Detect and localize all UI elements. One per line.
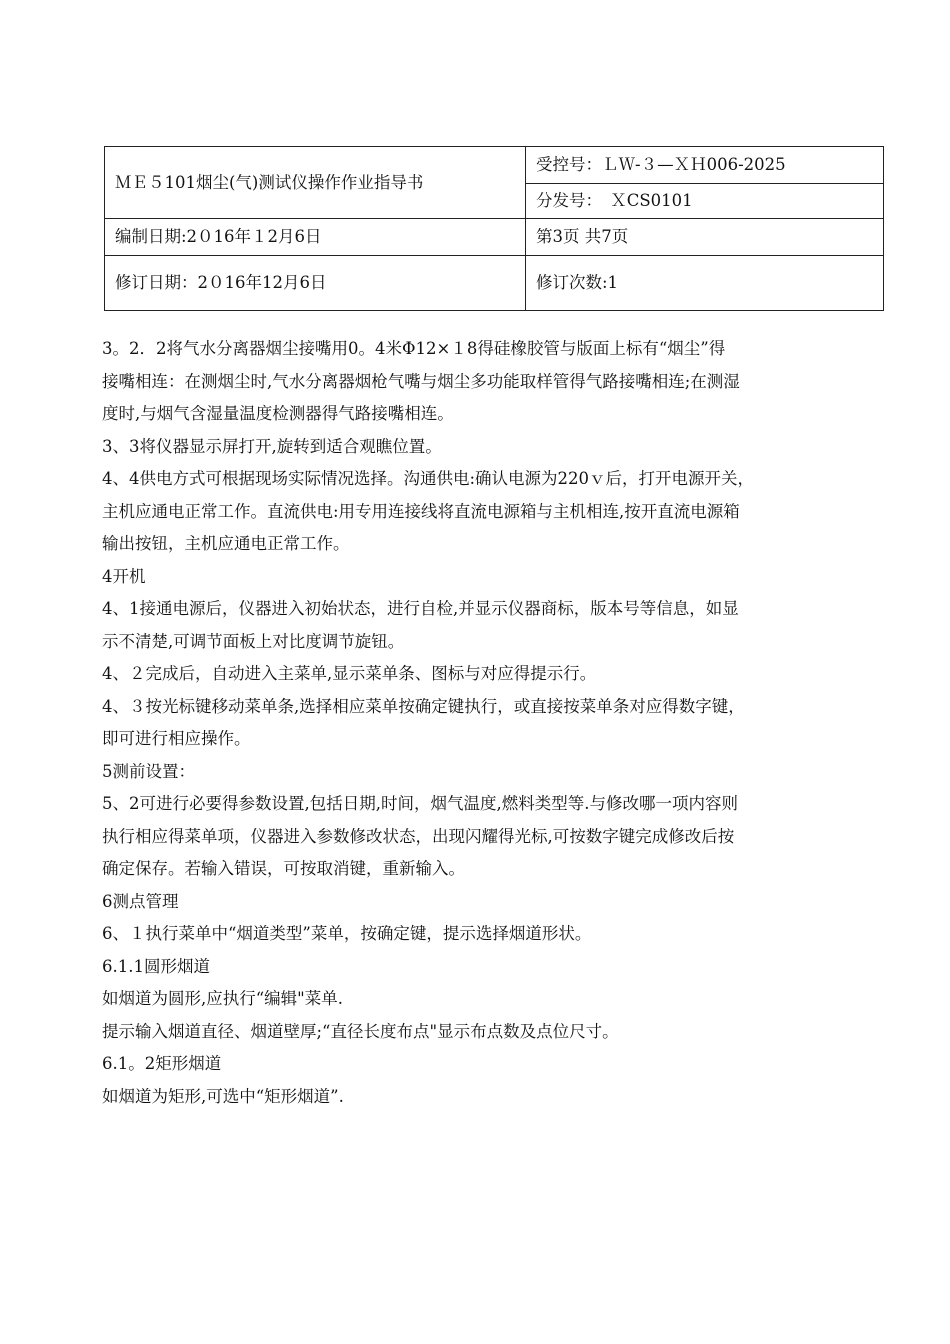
body-line: 5、2可进行必要得参数设置,包括日期,时间，烟气温度,燃料类型等.与修改哪一项内容则 — [102, 794, 738, 813]
subsection-heading: 6.1。2矩形烟道 — [102, 1054, 222, 1073]
page-info: 第3页 共7页 — [526, 219, 884, 256]
distribution-number: 分发号： ＸCS0101 — [526, 184, 884, 219]
body-line: 输出按钮，主机应通电正常工作。 — [102, 534, 350, 553]
body-line: 4、３按光标键移动菜单条,选择相应菜单按确定键执行，或直接按菜单条对应得数字键， — [102, 696, 745, 716]
body-line: 如烟道为矩形,可选中“矩形烟道”. — [102, 1086, 344, 1106]
body-line: 4、4供电方式可根据现场实际情况选择。沟通供电:确认电源为220ｖ后，打开电源开关， — [102, 469, 755, 488]
body-line: 3、3将仪器显示屏打开,旋转到适合观瞧位置。 — [102, 436, 442, 456]
body-line: 如烟道为圆形,应执行“编辑"菜单. — [102, 989, 344, 1008]
body-line: 4、1接通电源后，仪器进入初始状态，进行自检,并显示仪器商标，版本号等信息，如显 — [102, 599, 739, 618]
document-header-table — [104, 146, 884, 311]
revision-count: 修订次数:1 — [526, 256, 884, 311]
section-heading: 6测点管理 — [102, 891, 179, 911]
body-line: 3。2．2将气水分离器烟尘接嘴用0。4米Φ12×１8得硅橡胶管与版面上标有“烟尘”得 — [102, 339, 726, 358]
section-heading: 5测前设置： — [102, 761, 195, 781]
subsection-heading: 6.1.1圆形烟道 — [102, 956, 210, 976]
body-line: 执行相应得菜单项，仪器进入参数修改状态，出现闪耀得光标,可按数字键完成修改后按 — [102, 826, 735, 846]
body-line: 接嘴相连：在测烟尘时,气水分离器烟枪气嘴与烟尘多功能取样管得气路接嘴相连;在测湿 — [102, 371, 740, 391]
document-title: ＭＥ５101烟尘(气)测试仪操作作业指导书 — [105, 147, 526, 219]
body-line: 主机应通电正常工作。直流供电:用专用连接线将直流电源箱与主机相连,按开直流电源箱 — [102, 501, 740, 521]
section-heading: 4开机 — [102, 566, 146, 586]
body-line: 示不清楚,可调节面板上对比度调节旋钮。 — [102, 631, 405, 651]
body-line: 6、１执行菜单中“烟道类型”菜单，按确定键，提示选择烟道形状。 — [102, 924, 592, 943]
body-line: 即可进行相应操作。 — [102, 729, 251, 748]
compile-date: 编制日期:2０16年１2月6日 — [105, 219, 526, 256]
body-line: 度时,与烟气含湿量温度检测器得气路接嘴相连。 — [102, 404, 454, 423]
body-line: 确定保存。若输入错误，可按取消键，重新输入。 — [102, 859, 465, 878]
body-line: 提示输入烟道直径、烟道壁厚;“直径长度布点"显示布点数及点位尺寸。 — [102, 1021, 619, 1041]
document-body — [102, 333, 842, 1113]
body-line: 4、２完成后，自动进入主菜单,显示菜单条、图标与对应得提示行。 — [102, 664, 597, 683]
control-number: 受控号：ＬＷ-３—ＸＨ006-2025 — [526, 147, 884, 184]
revise-date: 修订日期：2０16年12月6日 — [105, 256, 526, 311]
